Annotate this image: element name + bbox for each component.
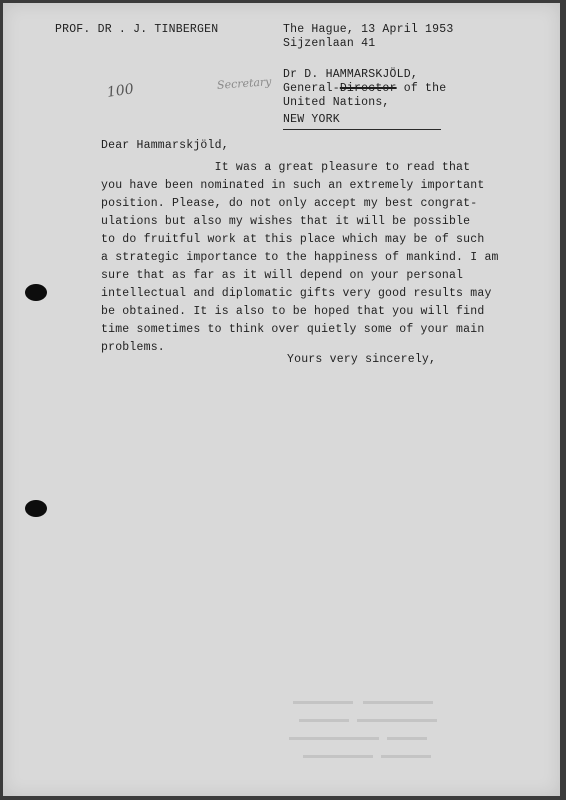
place-date: The Hague, 13 April 1953: [283, 23, 454, 36]
show-through-marks: [283, 693, 463, 783]
closing: Yours very sincerely,: [287, 353, 437, 366]
body-line: ulations but also my wishes that it will be possible: [101, 215, 471, 228]
body-line: sure that as far as it will depend on your personal: [101, 269, 464, 282]
title-suffix: of the: [396, 82, 447, 95]
salutation: Dear Hammarskjöld,: [101, 139, 229, 152]
title-struck: Director: [339, 82, 397, 95]
recipient-name: Dr D. HAMMARSKJÖLD,: [283, 68, 418, 81]
punch-hole-top: [25, 284, 47, 301]
handwritten-number: 100: [106, 81, 135, 101]
handwritten-annotation: Secretary: [216, 75, 272, 92]
recipient-org: United Nations,: [283, 96, 390, 109]
address-underline: [283, 129, 441, 130]
letter-page: [3, 3, 560, 796]
body-line: position. Please, do not only accept my best congrat-: [101, 197, 478, 210]
body-line: intellectual and diplomatic gifts very good results may: [101, 287, 492, 300]
punch-hole-bottom: [25, 500, 47, 517]
body-line: a strategic importance to the happiness of mankind. I am: [101, 251, 499, 264]
body-line: time sometimes to think over quietly some of your main: [101, 323, 485, 336]
body-line: be obtained. It is also to be hoped that you will find: [101, 305, 485, 318]
sender-name: PROF. DR . J. TINBERGEN: [55, 23, 219, 36]
recipient-title: [283, 82, 446, 96]
body-line: problems.: [101, 341, 165, 354]
body-line: you have been nominated in such an extremely important: [101, 179, 485, 192]
sender-address: Sijzenlaan 41: [283, 37, 376, 50]
title-prefix: General-: [283, 82, 340, 95]
body-line: It was a great pleasure to read that: [101, 161, 471, 174]
body-line: to do fruitful work at this place which may be of such: [101, 233, 485, 246]
recipient-city: NEW YORK: [283, 113, 340, 126]
